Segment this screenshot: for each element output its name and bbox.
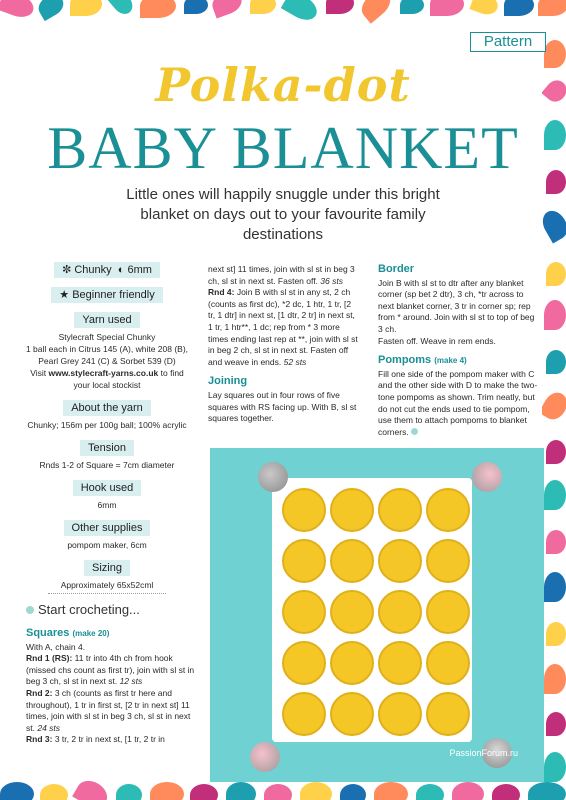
rnd2-count: 24 sts	[37, 722, 61, 733]
crochet-square	[426, 539, 470, 583]
crochet-square	[426, 641, 470, 685]
crochet-square	[426, 488, 470, 532]
sizing-heading: Sizing	[84, 560, 130, 576]
specs-column	[24, 262, 190, 603]
bullet-dot-icon	[26, 606, 34, 614]
visit-suffix: to find your local stockist	[73, 368, 184, 390]
pattern-tab: Pattern	[470, 32, 546, 52]
squares-section	[26, 628, 196, 746]
pompoms-heading	[378, 355, 538, 367]
rounds-continued	[208, 264, 358, 425]
rnd1-label: Rnd 1 (RS):	[26, 653, 73, 664]
yarn-used-colors: 1 ball each in Citrus 145 (A), white 208 (B), Pearl Grey 241 (C) & Sorbet 539 (D)	[25, 344, 189, 366]
crochet-square	[330, 539, 374, 583]
blanket-photo	[210, 448, 544, 782]
rnd3-count: 36 sts	[320, 275, 343, 286]
border-section	[378, 264, 538, 438]
dotted-divider	[48, 593, 166, 594]
hook-text: 6mm	[97, 500, 117, 510]
watermark: PassionForum.ru	[449, 748, 518, 758]
crochet-square	[330, 590, 374, 634]
rnd2-label: Rnd 2:	[26, 687, 53, 698]
supplies-section	[24, 520, 190, 551]
border-text: Join B with sl st to dtr after any blanket corner (sp bet 2 dtr), 3 ch, *tr across to next blanket corner, 3 tr in corner sp; rep from * around. Join with sl st to top of beg 3 ch.	[378, 277, 535, 334]
rnd4-text: Join B with sl st in any st, 2 ch (counts as first dc), *2 dc, 1 htr, 1 tr, [2 tr, 1 dtr] in next st, [1 dtr, 2 tr] in next st, 1 tr, 1 htr**, 1 dc; rep from * 3 more times ending last rep at **, join with sl st in beg 2 ch, sl st in next st. Fasten off and weave in ends.	[208, 287, 358, 367]
rnd2-text: 3 ch (counts as first tr here and throughout), 1 tr in first st, [2 tr in next st] 11 times, join with sl st in beg 3 ch, sl st in next st.	[26, 687, 191, 733]
rnd3-cont-text: next st] 11 times, join with sl st in beg 3 ch, sl st in next st. Fasten off.	[208, 264, 355, 286]
yarn-weight-badge	[54, 262, 160, 278]
start-heading-label: Start crocheting...	[38, 602, 140, 617]
supplies-heading: Other supplies	[64, 520, 151, 536]
hook-section	[24, 480, 190, 511]
star-icon: ★	[59, 289, 70, 301]
crochet-square	[426, 590, 470, 634]
squares-title: Squares	[26, 627, 70, 639]
visit-label: Visit	[30, 368, 47, 378]
tension-heading: Tension	[80, 440, 134, 456]
tension-text: Rnds 1-2 of Square = 7cm diameter	[39, 460, 175, 470]
crochet-square	[378, 692, 422, 736]
about-yarn-heading: About the yarn	[63, 400, 151, 416]
pompom	[472, 462, 502, 492]
rnd3-label: Rnd 3:	[26, 734, 53, 745]
squares-heading	[26, 628, 196, 640]
hook-size-label: 6mm	[127, 264, 152, 276]
yarn-weight-label: Chunky	[74, 264, 112, 276]
squares-note: (make 20)	[72, 629, 110, 638]
sizing-section	[24, 560, 190, 594]
intro-text: Little ones will happily snuggle under this bright blanket on days out to your favourite family destinations	[126, 186, 440, 243]
yarn-used-heading: Yarn used	[74, 312, 139, 328]
pompoms-note: (make 4)	[434, 356, 467, 366]
pompoms-body: Fill one side of the pompom maker with C and the other side with D to make the two-tone pompoms as shown. Trim neatly, but do not cut the ends used to tie pompom, use them to attach pompoms to blanket corners.	[378, 368, 538, 437]
pompoms-title: Pompoms	[378, 354, 432, 367]
stockist-link[interactable]: www.stylecraft-yarns.co.uk	[48, 368, 159, 378]
crochet-square	[282, 539, 326, 583]
hook-heading: Hook used	[73, 480, 142, 496]
crochet-square	[378, 488, 422, 532]
tension-section	[24, 440, 190, 471]
page-title: BABY BLANKET	[47, 115, 519, 181]
yarn-used-section	[24, 312, 190, 391]
crochet-square	[282, 590, 326, 634]
title-script: Polka-dot	[155, 58, 411, 112]
crochet-square	[378, 590, 422, 634]
pompom	[258, 462, 288, 492]
about-yarn-text: Chunky; 156m per 100g ball; 100% acrylic	[27, 420, 187, 430]
yarn-stockist	[24, 367, 190, 391]
rnd1-count: 12 sts	[119, 676, 143, 687]
start-heading	[26, 602, 140, 617]
crochet-square	[426, 692, 470, 736]
rnd1-text: 11 tr into 4th ch from hook (missed chs count as first tr), join with sl st in beg 3 ch, sl st in next st.	[26, 653, 195, 687]
pompoms-text	[378, 369, 538, 439]
crochet-square	[282, 641, 326, 685]
crochet-square	[378, 539, 422, 583]
joining-heading: Joining	[208, 375, 248, 388]
rnd3-text: 3 tr, 2 tr in next st, [1 tr, 2 tr in	[54, 734, 165, 745]
crochet-square	[330, 692, 374, 736]
yarn-ball-icon: ✼	[62, 264, 72, 276]
floral-top-border	[0, 0, 566, 24]
crochet-square	[282, 488, 326, 532]
rnd4-label: Rnd 4:	[208, 287, 235, 298]
rnd4	[208, 287, 358, 368]
rnd1	[26, 653, 196, 688]
about-yarn-section	[24, 400, 190, 431]
crochet-square	[330, 641, 374, 685]
border-heading: Border	[378, 263, 415, 275]
end-dot-icon	[411, 428, 418, 435]
pompom	[250, 742, 280, 772]
rnd3	[26, 734, 196, 746]
crochet-square	[282, 692, 326, 736]
rnd2	[26, 688, 196, 734]
joining-text: Lay squares out in four rows of five squares with RS facing up. With B, sl st squares together.	[208, 389, 357, 424]
crochet-square	[378, 641, 422, 685]
squares-with: With A, chain 4.	[26, 641, 86, 652]
yarn-used-brand: Stylecraft Special Chunky	[58, 332, 156, 342]
hook-icon: ◐	[117, 264, 125, 276]
level-badge	[51, 287, 163, 303]
rnd4-count: 52 sts	[283, 356, 307, 367]
level-label: Beginner friendly	[72, 289, 155, 301]
rnd3-continued	[208, 264, 358, 287]
sizing-text: Approximately 65x52cml	[60, 580, 154, 590]
supplies-text: pompom maker, 6cm	[67, 540, 147, 550]
border-text-2: Fasten off. Weave in rem ends.	[378, 335, 496, 346]
crochet-square	[330, 488, 374, 532]
